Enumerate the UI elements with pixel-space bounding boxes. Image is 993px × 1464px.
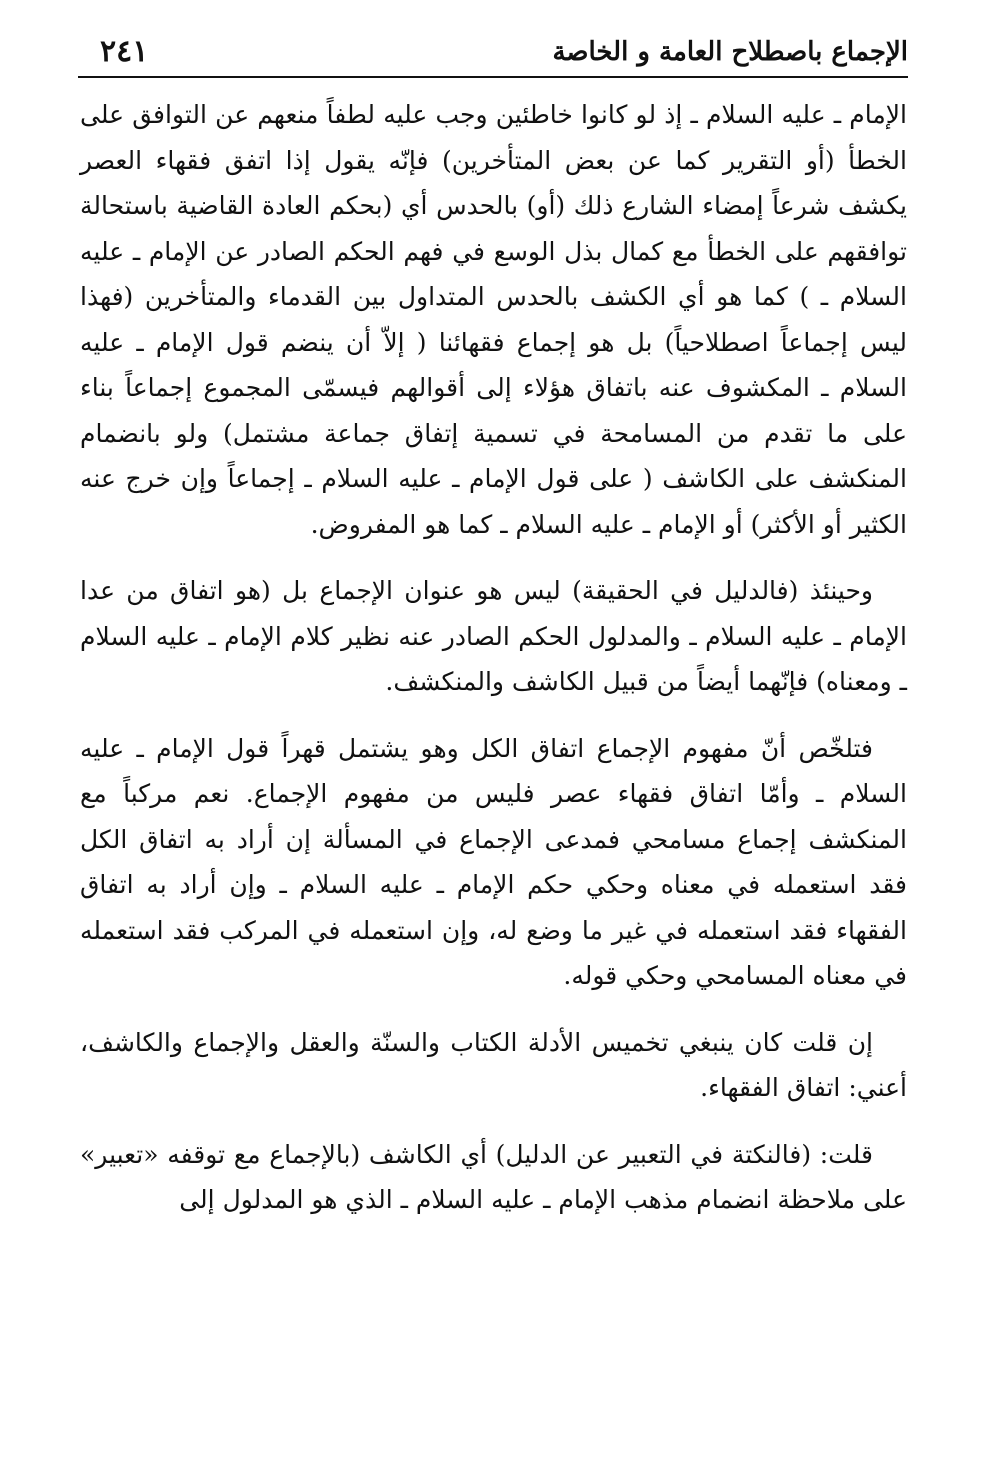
paragraph: فتلخّص أنّ مفهوم الإجماع اتفاق الكل وهو يشتمل قهراً قول الإمام ـ عليه السلام ـ وأمّا اتفاق فقهاء عصر فليس من مفهوم الإجماع. نعم مركباً مع المنكشف إجماع مسامحي فمدعى الإجماع في المسألة إن أراد به اتفاق الكل فقد استعمله في معناه وحكي حكم الإمام ـ عليه السلام ـ وإن أراد به اتفاق الفقهاء فقد استعمله في غير ما وضع له، وإن استعمله في المركب فقد استعمله في معناه المسامحي وحكي قوله. (80, 733, 907, 990)
paragraph: وحينئذ (فالدليل في الحقيقة) ليس هو عنوان الإجماع بل (هو اتفاق من عدا الإمام ـ عليه السلام ـ والمدلول الحكم الصادر عنه نظير كلام الإمام ـ عليه السلام ـ ومعناه) فإنّهما أيضاً من قبيل الكاشف والمنكشف. (80, 576, 907, 696)
page-body (80, 92, 907, 1223)
paragraph-continuation: الإمام ـ عليه السلام ـ إذ لو كانوا خاطئين وجب عليه لطفاً منعهم عن التوافق على الخطأ (أو التقرير كما عن بعض المتأخرين) فإنّه يقول إذا اتفق فقهاء العصر يكشف شرعاً إمضاء الشارع ذلك (أو) بالحدس أي (بحكم العادة القاضية باستحالة توافقهم على الخطأ مع كمال بذل الوسع في فهم الحكم الصادر عن الإمام ـ عليه السلام ـ ) كما هو أي الكشف بالحدس المتداول بين القدماء والمتأخرين (فهذا ليس إجماعاً اصطلاحياً) بل هو إجماع فقهائنا ( إلاّ أن ينضم قول الإمام ـ عليه السلام ـ المكشوف عنه باتفاق هؤلاء إلى أقوالهم فيسمّى المجموع إجماعاً بناء على ما تقدم من المسامحة في تسمية إتفاق جماعة مشتمل) ولو بانضمام المنكشف على الكاشف ( على قول الإمام ـ عليه السلام ـ إجماعاً وإن خرج عنه الكثير أو الأكثر) أو الإمام ـ عليه السلام ـ كما هو المفروض. (80, 100, 907, 539)
page-number: ٢٤١ (100, 34, 149, 69)
page-header (78, 28, 908, 78)
paragraph: قلت: (فالنكتة في التعبير عن الدليل) أي الكاشف (بالإجماع مع توقفه «تعبير» على ملاحظة انضمام مذهب الإمام ـ عليه السلام ـ الذي هو المدلول إلى (80, 1139, 907, 1214)
running-title: الإجماع باصطلاح العامة و الخاصة (552, 37, 908, 67)
paragraph: إن قلت كان ينبغي تخميس الأدلة الكتاب والسنّة والعقل والإجماع والكاشف، أعني: اتفاق الفقهاء. (80, 1027, 907, 1102)
